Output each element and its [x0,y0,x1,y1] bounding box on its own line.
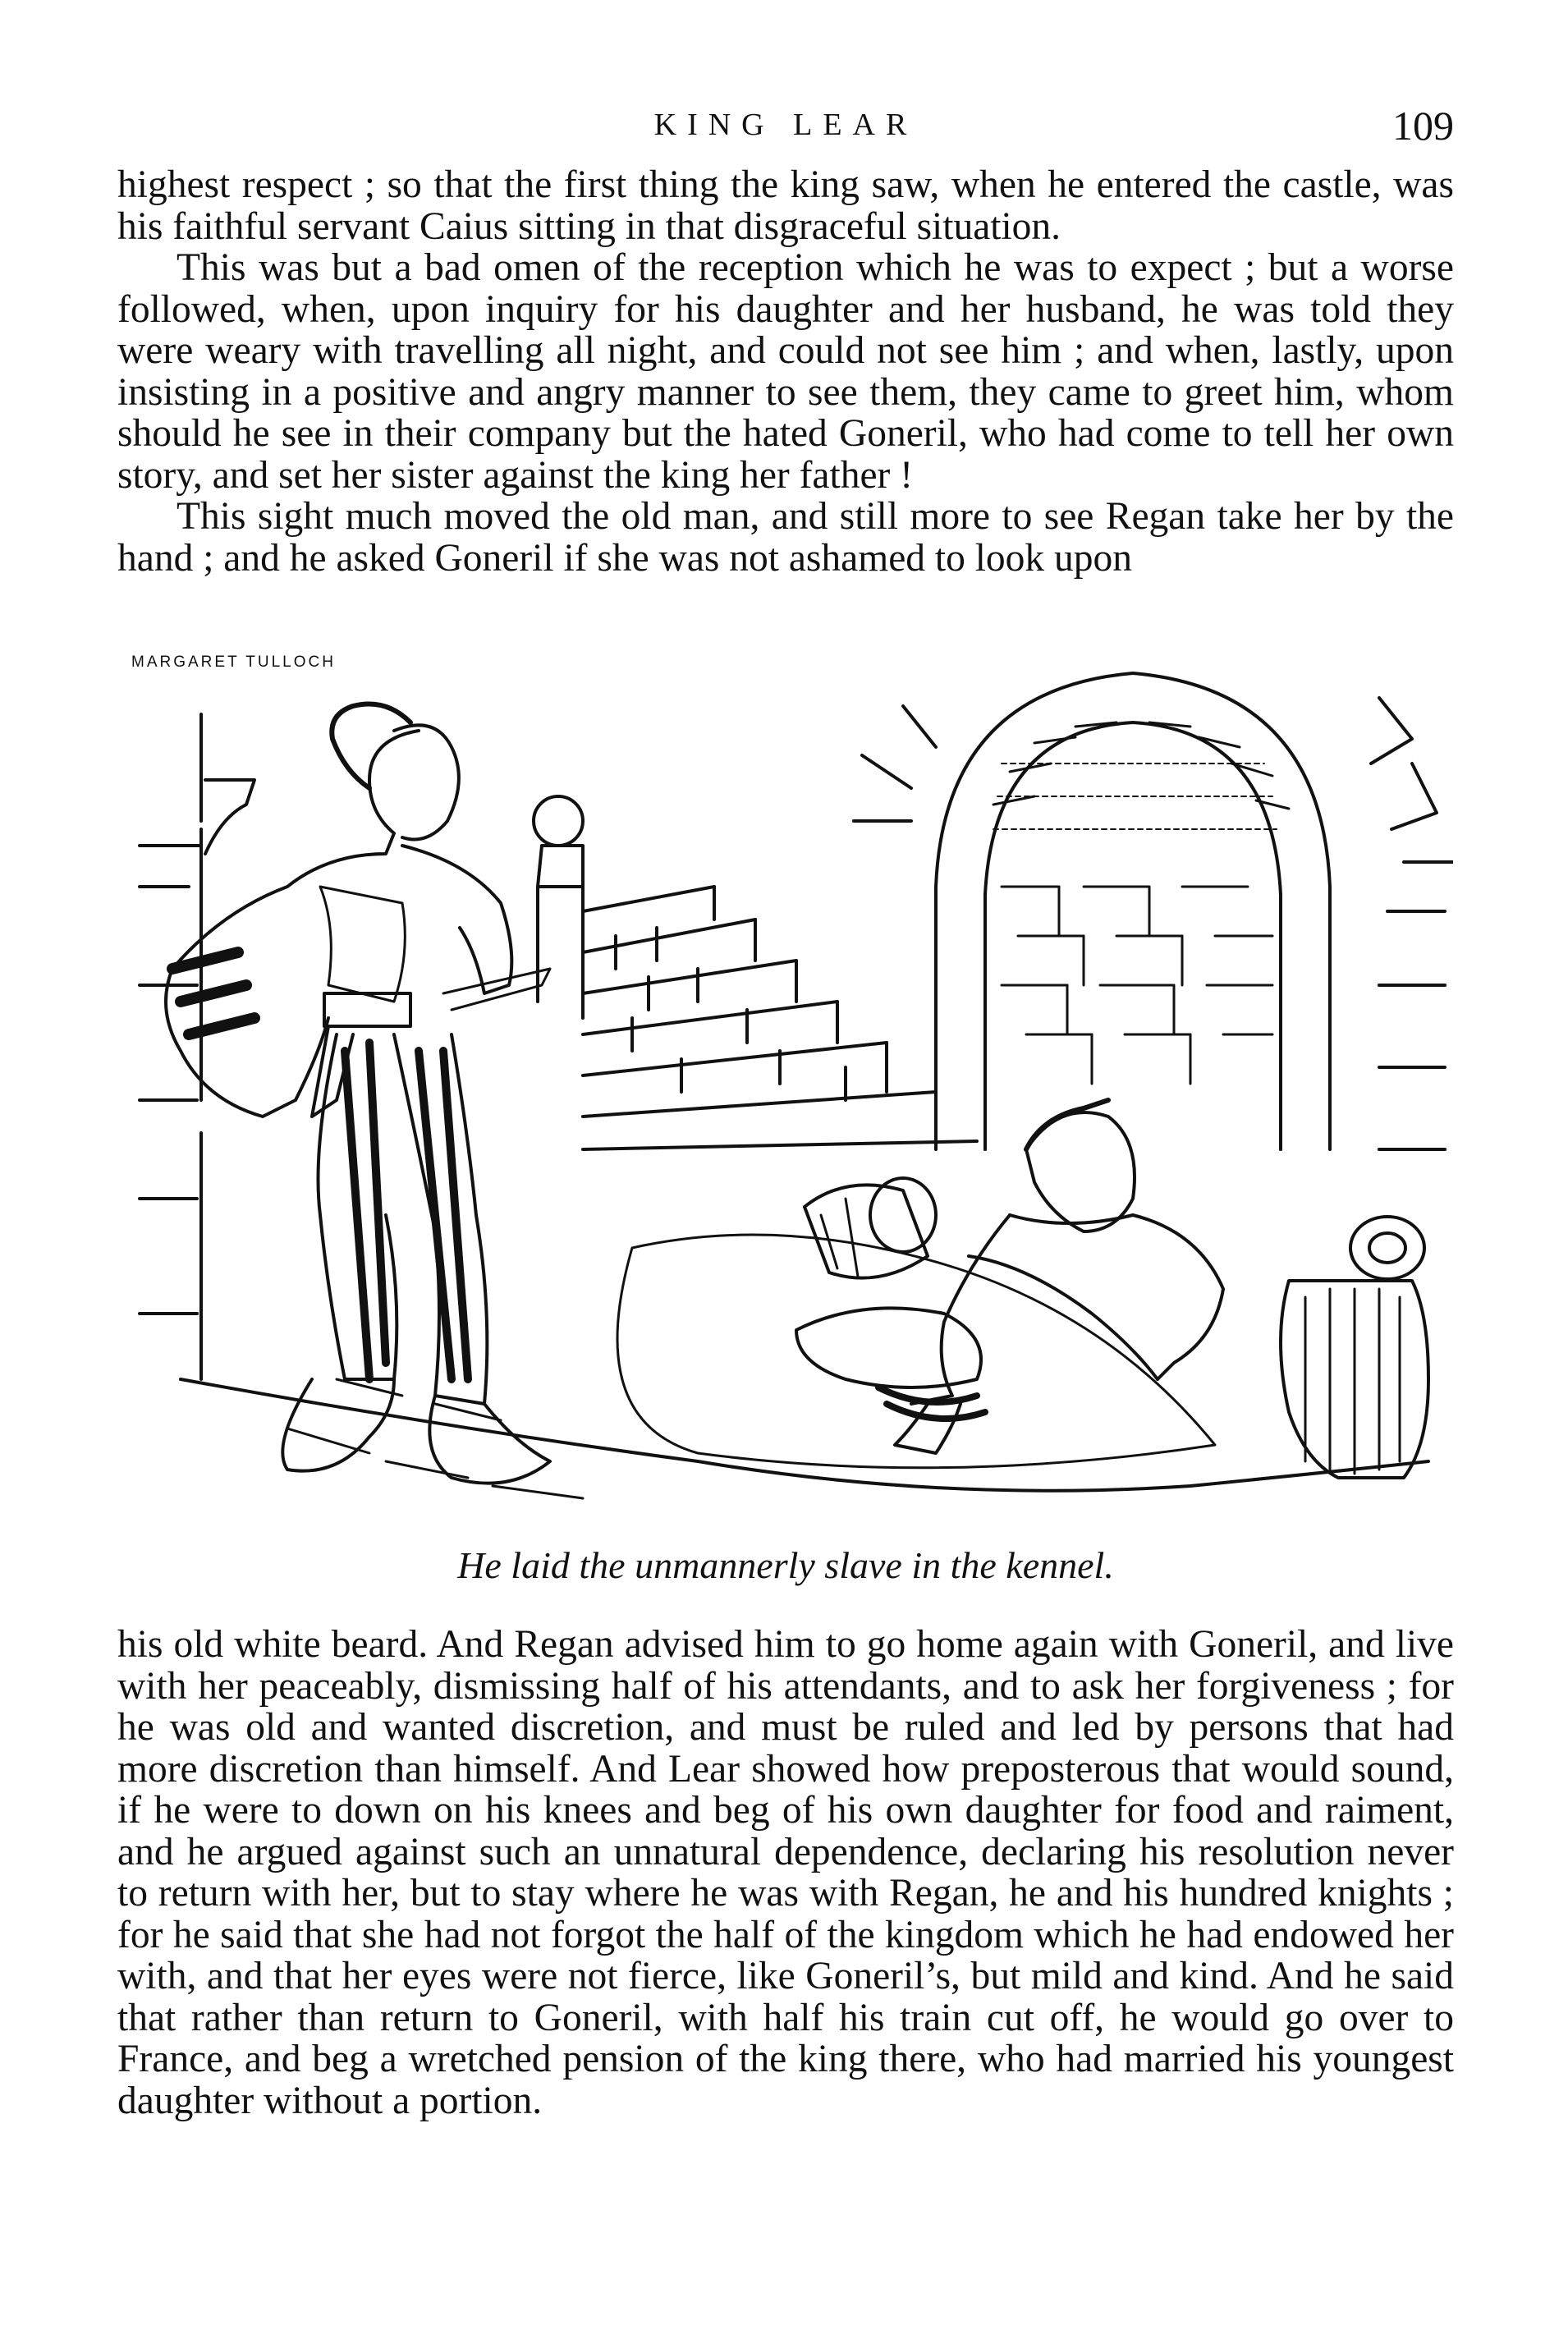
paragraph: his old white beard. And Regan advised him to go home again with Goneril, and live with her peaceably, dismissing half of his attendants, and to ask her forgiveness ; for he was old and wanted discretion, and must be ruled and led by persons that had more discretion than himself. And Lear showed how preposterous that would sound, if he were to down on his knees and beg of his own daughter for food and raiment, and he argued against such an unnatural dependence, declaring his resolution never to return with her, but to stay where he was with Regan, he and his hundred knights ; for he said that she had not forgot the half of the kingdom which he had endowed her with, and that her eyes were not fierce, like Goneril’s, but mild and kind. And he said that rather than return to Goneril, with half his train cut off, he would go over to France, and beg a wretched pension of the king there, who had married his youngest daughter without a portion. [117,1623,1454,2122]
running-title: KING LEAR [653,108,918,142]
paragraph: This sight much moved the old man, and still more to see Regan take her by the hand ; and he asked Goneril if she was not ashamed to look upon [117,495,1454,580]
paragraph: highest respect ; so that the first thing the king saw, when he entered the castle, was his faithful servant Caius sitting in that disgraceful situation. [117,163,1454,248]
illustration [123,640,1453,1552]
running-head [117,97,1454,154]
text-block-bottom [117,1624,1454,2121]
illustration-caption: He laid the unmannerly slave in the kennel. [457,1544,1114,1586]
illustration-drawing [123,640,1453,1552]
artist-signature: MARGARET TULLOCH [131,653,336,671]
page-number: 109 [1392,103,1454,149]
paragraph: This was but a bad omen of the reception which he was to expect ; but a worse followed, when, upon inquiry for his daughter and her husband, he was told they were weary with travelling all night, and could not see him ; and when, lastly, upon insisting in a positive and angry manner to see them, they came to greet him, whom should he see in their company but the hated Goneril, who had come to tell her own story, and set her sister against the king her father ! [117,246,1454,497]
text-block-top [117,164,1454,579]
